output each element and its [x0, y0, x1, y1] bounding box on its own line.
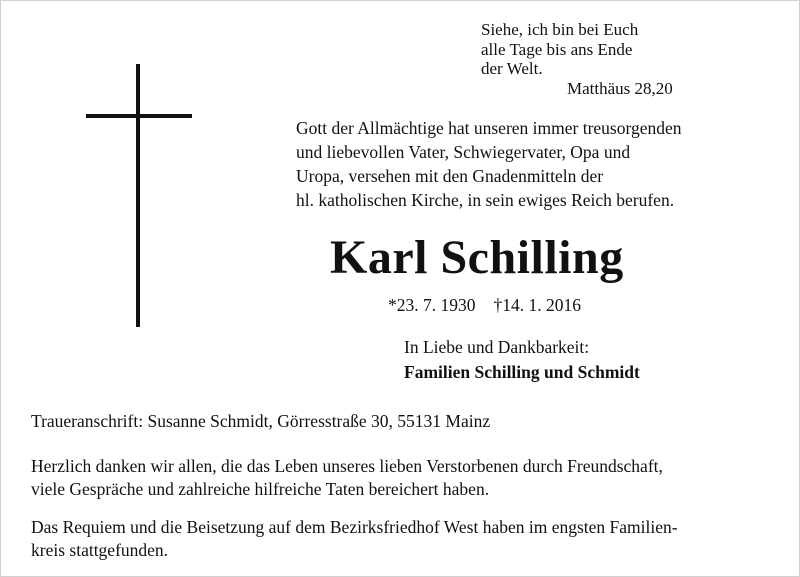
announcement-line: Gott der Allmächtige hat unseren immer treusorgenden: [296, 118, 682, 138]
cross-vertical-bar: [136, 64, 140, 327]
deceased-name: Karl Schilling: [330, 231, 624, 284]
bible-verse: [481, 20, 711, 98]
paragraph-line: kreis stattgefunden.: [31, 539, 169, 560]
mourning-families: Familien Schilling und Schmidt: [404, 362, 640, 382]
verse-reference: Matthäus 28,20: [567, 78, 673, 98]
gratitude-label: In Liebe und Dankbarkeit:: [404, 337, 590, 357]
funeral-paragraph: [31, 516, 791, 561]
birth-date: *23. 7. 1930: [388, 295, 476, 315]
thanks-paragraph: [31, 455, 791, 500]
cross-horizontal-bar: [86, 114, 192, 118]
announcement-line: Uropa, versehen mit den Gnadenmitteln der: [296, 166, 604, 186]
paragraph-line: viele Gespräche und zahlreiche hilfreiche Taten bereichert haben.: [31, 478, 490, 499]
verse-line: alle Tage bis ans Ende: [481, 39, 633, 59]
paragraph-line: Herzlich danken wir allen, die das Leben unseres lieben Verstorbenen durch Freundschaft,: [31, 456, 663, 476]
mourning-address: Traueranschrift: Susanne Schmidt, Görresstraße 30, 55131 Mainz: [31, 411, 491, 431]
verse-line: der Welt.: [481, 59, 543, 78]
paragraph-line: Das Requiem und die Beisetzung auf dem Bezirksfriedhof West haben im engsten Familien-: [31, 517, 678, 537]
life-dates: [388, 294, 581, 316]
announcement-text: [296, 116, 776, 212]
death-date: †14. 1. 2016: [493, 295, 581, 315]
announcement-line: und liebevollen Vater, Schwiegervater, Opa und: [296, 142, 631, 162]
announcement-line: hl. katholischen Kirche, in sein ewiges Reich berufen.: [296, 190, 675, 210]
verse-line: Siehe, ich bin bei Euch: [481, 20, 639, 39]
